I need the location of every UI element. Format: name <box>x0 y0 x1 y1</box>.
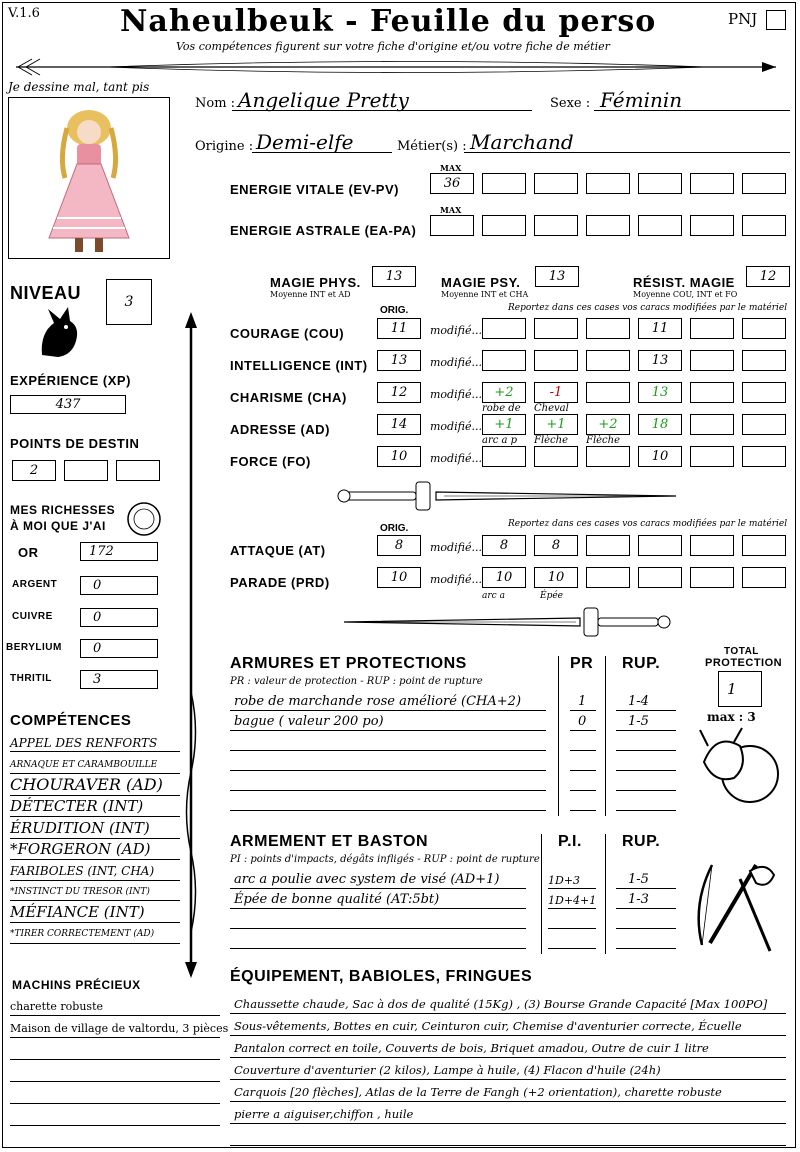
competence-line <box>10 751 180 752</box>
arme-pi-line <box>548 908 596 909</box>
sexe-value[interactable]: Féminin <box>600 88 683 112</box>
equipement-line <box>230 1123 786 1124</box>
stat-mod-box[interactable] <box>742 318 786 339</box>
ea-box-4[interactable] <box>586 215 630 236</box>
armure-rup-line <box>616 750 676 751</box>
page-title: Naheulbeuk - Feuille du perso <box>120 4 657 39</box>
combat-mod-box[interactable]: 10 <box>534 567 578 588</box>
competence-item[interactable]: CHOURAVER (AD) <box>10 775 163 794</box>
ev-label: ENERGIE VITALE (EV-PV) <box>230 182 399 197</box>
machin-line <box>10 1015 220 1016</box>
competence-item[interactable]: FARIBOLES (INT, CHA) <box>10 864 155 878</box>
spear-ornament <box>180 312 202 982</box>
combat-mod-box[interactable] <box>586 567 630 588</box>
weapons-icon <box>690 855 784 955</box>
machins-label: MACHINS PRÉCIEUX <box>12 978 141 992</box>
equipement-line-text[interactable]: Sous-vêtements, Bottes en cuir, Ceinturon cuir, Chemise d'aventurier correcte, Écuelle <box>234 1019 742 1033</box>
arme-line <box>230 908 526 909</box>
competence-line <box>10 900 180 901</box>
magie-phys-note: Moyenne INT et AD <box>270 290 351 299</box>
stat-mod-box[interactable]: 13 <box>638 350 682 371</box>
equipement-line-text[interactable]: Carquois [20 flèches], Atlas de la Terre de Fangh (+2 orientation), charette robuste <box>234 1085 722 1099</box>
ea-box-7[interactable] <box>742 215 786 236</box>
armure-line <box>230 810 546 811</box>
pnj-label: PNJ <box>728 10 758 28</box>
equipement-line-text[interactable]: pierre a aiguiser,chiffon , huile <box>234 1107 414 1121</box>
portrait-frame <box>8 97 170 259</box>
stat-mod-box[interactable] <box>534 350 578 371</box>
armure-line <box>230 790 546 791</box>
cuivre-value[interactable]: 0 <box>80 608 158 627</box>
combat-label: PARADE (PRD) <box>230 575 330 590</box>
armement-label: ARMEMENT ET BASTON <box>230 833 429 850</box>
richesses-label-2: À MOI QUE J'AI <box>10 519 106 533</box>
combat-mod-box[interactable] <box>742 535 786 556</box>
sexe-line <box>594 110 790 111</box>
stat-mod-box[interactable] <box>586 382 630 403</box>
stat-orig-box[interactable]: 10 <box>377 446 421 467</box>
armures-col-pr: PR <box>570 655 594 672</box>
armures-label: ARMURES ET PROTECTIONS <box>230 655 467 672</box>
arme-rup[interactable]: 1-3 <box>628 892 649 907</box>
argent-value[interactable]: 0 <box>80 576 158 595</box>
armure-rup-line <box>616 810 676 811</box>
armure-name[interactable]: robe de marchande rose amélioré (CHA+2) <box>234 694 522 709</box>
arme-pi[interactable]: 1D+4+1 <box>548 894 597 907</box>
armement-separator <box>605 834 606 954</box>
berylium-value[interactable]: 0 <box>80 639 158 658</box>
arme-line <box>230 948 526 949</box>
stat-mod-box[interactable] <box>742 446 786 467</box>
competence-line <box>10 838 180 839</box>
armure-line <box>230 710 546 711</box>
total-protection-max: max : 3 <box>707 710 756 724</box>
dragon-icon <box>36 305 82 361</box>
destin-box-3[interactable] <box>116 460 160 481</box>
sexe-label: Sexe : <box>550 96 591 111</box>
equipement-line-text[interactable]: Chaussette chaude, Sac à dos de qualité (15Kg) , (3) Bourse Grande Capacité [Max 100PO] <box>234 997 768 1011</box>
stat-modifie-label: modifié... <box>430 452 482 465</box>
machin-line <box>10 1059 220 1060</box>
combat-note: Reportez dans ces cases vos caracs modifiées par le matériel <box>508 519 788 529</box>
destin-box-1[interactable]: 2 <box>12 460 56 481</box>
stat-label: FORCE (FO) <box>230 454 311 469</box>
stat-mod-box[interactable]: +2 <box>482 382 526 403</box>
combat-mod-box[interactable] <box>638 535 682 556</box>
stat-mod-box[interactable] <box>534 318 578 339</box>
sword-ornament-1 <box>336 478 686 514</box>
resist-magie-value[interactable]: 12 <box>746 266 790 287</box>
armure-pr-line <box>570 730 596 731</box>
ev-box-6[interactable] <box>690 173 734 194</box>
stat-mod-box[interactable] <box>690 414 734 435</box>
ev-value-box[interactable]: 36 <box>430 173 474 194</box>
ea-box-5[interactable] <box>638 215 682 236</box>
stat-mod-box[interactable] <box>690 382 734 403</box>
header-arrow-ornament <box>6 54 794 80</box>
destin-box-2[interactable] <box>64 460 108 481</box>
pnj-checkbox[interactable] <box>766 10 786 30</box>
arme-name[interactable]: Épée de bonne qualité (AT:5bt) <box>234 892 440 907</box>
combat-mod-box[interactable] <box>690 535 734 556</box>
xp-value[interactable]: 437 <box>10 395 126 414</box>
stat-label: CHARISME (CHA) <box>230 390 347 405</box>
competence-item[interactable]: ÉRUDITION (INT) <box>10 819 150 837</box>
machin-line <box>10 1037 220 1038</box>
ev-box-7[interactable] <box>742 173 786 194</box>
total-protection-label-2: PROTECTION <box>705 657 783 669</box>
stat-mod-box[interactable]: 13 <box>638 382 682 403</box>
arme-rup[interactable]: 1-5 <box>628 872 649 887</box>
armure-rup-line <box>616 790 676 791</box>
competence-line <box>10 773 180 774</box>
niveau-label: NIVEAU <box>10 283 82 303</box>
richesses-label-1: MES RICHESSES <box>10 503 116 517</box>
machin-line <box>10 1103 220 1104</box>
stat-label: ADRESSE (AD) <box>230 422 330 437</box>
armement-col-rup: RUP. <box>622 833 661 850</box>
stat-mod-source: Flèche <box>534 435 569 446</box>
stat-mod-source: Flèche <box>586 435 621 446</box>
stat-mod-box[interactable] <box>482 350 526 371</box>
stat-modifie-label: modifié... <box>430 324 482 337</box>
stat-mod-box[interactable]: 10 <box>638 446 682 467</box>
stat-mod-box[interactable] <box>586 446 630 467</box>
arme-rup-line <box>616 928 676 929</box>
competence-line <box>10 795 180 796</box>
competence-item[interactable]: *FORGERON (AD) <box>10 840 151 858</box>
stat-mod-box[interactable] <box>690 350 734 371</box>
character-portrait-illustration <box>9 98 169 258</box>
combat-orig-box[interactable]: 8 <box>377 535 421 556</box>
stat-mod-source: Cheval <box>534 403 569 414</box>
stat-mod-box[interactable]: -1 <box>534 382 578 403</box>
stat-mod-box[interactable] <box>586 350 630 371</box>
armure-pr[interactable]: 0 <box>578 714 587 729</box>
stat-mod-box[interactable]: +1 <box>482 414 526 435</box>
combat-under-1: arc a <box>482 591 505 601</box>
equipement-line <box>230 1101 786 1102</box>
competence-line <box>10 922 180 923</box>
arme-line <box>230 928 526 929</box>
nom-label: Nom : <box>195 96 236 111</box>
stat-orig-box[interactable]: 13 <box>377 350 421 371</box>
armure-rup-line <box>616 770 676 771</box>
page-subtitle: Vos compétences figurent sur votre fiche d'origine et/ou votre fiche de métier <box>176 40 610 53</box>
combat-mod-box[interactable] <box>638 567 682 588</box>
armures-note: PR : valeur de protection - RUP : point de rupture <box>230 676 483 687</box>
armure-pr-line <box>570 710 596 711</box>
stat-mod-box[interactable] <box>482 318 526 339</box>
equipement-line <box>230 1145 786 1146</box>
competence-item[interactable]: APPEL DES RENFORTS <box>10 736 158 750</box>
armement-col-pi: P.I. <box>558 833 582 850</box>
resist-magie-note: Moyenne COU, INT et FO <box>633 290 738 299</box>
portrait-caption: Je dessine mal, tant pis <box>8 80 150 94</box>
metier-label: Métier(s) : <box>397 139 467 154</box>
stat-mod-box[interactable] <box>586 318 630 339</box>
ea-max-label: MAX <box>440 205 462 215</box>
competence-line <box>10 880 180 881</box>
stat-orig-box[interactable]: 11 <box>377 318 421 339</box>
arme-pi-line <box>548 888 596 889</box>
magie-psy-value[interactable]: 13 <box>535 266 579 287</box>
equipement-line <box>230 1079 786 1080</box>
equipement-line <box>230 1035 786 1036</box>
cuivre-label: CUIVRE <box>12 611 53 622</box>
metier-line <box>464 152 790 153</box>
machin-line <box>10 1081 220 1082</box>
arme-rup-line <box>616 948 676 949</box>
competence-item[interactable]: ARNAQUE ET CARAMBOUILLE <box>10 760 158 770</box>
magie-psy-note: Moyenne INT et CHA <box>441 290 529 299</box>
ev-box-5[interactable] <box>638 173 682 194</box>
equipement-label: ÉQUIPEMENT, BABIOLES, FRINGUES <box>230 968 533 985</box>
stat-mod-box[interactable] <box>534 446 578 467</box>
version-label: V.1.6 <box>8 6 40 21</box>
combat-orig-box[interactable]: 10 <box>377 567 421 588</box>
combat-under-2: Épée <box>540 591 563 601</box>
combat-mod-box[interactable] <box>690 567 734 588</box>
ea-box-3[interactable] <box>534 215 578 236</box>
stat-mod-source: robe de <box>482 403 521 414</box>
combat-orig-label: ORIG. <box>380 523 409 534</box>
armure-rup-line <box>616 730 676 731</box>
ea-box-2[interactable] <box>482 215 526 236</box>
berylium-label: BERYLIUM <box>6 642 62 653</box>
sword-ornament-2 <box>340 604 680 640</box>
magie-phys-label: MAGIE PHYS. <box>270 275 361 290</box>
armement-note: PI : points d'impacts, dégâts infligés - RUP : point de rupture <box>230 854 540 865</box>
arme-pi[interactable]: 1D+3 <box>548 874 581 887</box>
competence-line <box>10 816 180 817</box>
ev-max-label: MAX <box>440 163 462 173</box>
armures-separator <box>605 656 606 816</box>
equipement-line-text[interactable]: Couverture d'aventurier (2 kilos), Lampe à huile, (4) Flacon d'huile (24h) <box>234 1063 661 1077</box>
arme-pi-line <box>548 928 596 929</box>
ev-box-4[interactable] <box>586 173 630 194</box>
machin-line <box>10 1125 220 1126</box>
origine-value[interactable]: Demi-elfe <box>256 130 354 154</box>
metier-value[interactable]: Marchand <box>470 130 574 154</box>
stat-label: INTELLIGENCE (INT) <box>230 358 368 373</box>
combat-mod-box[interactable] <box>586 535 630 556</box>
ev-box-3[interactable] <box>534 173 578 194</box>
equipement-line <box>230 1057 786 1058</box>
combat-mod-box[interactable] <box>742 567 786 588</box>
ev-box-2[interactable] <box>482 173 526 194</box>
armure-pr-line <box>570 790 596 791</box>
armure-pr[interactable]: 1 <box>578 694 587 709</box>
armure-line <box>230 730 546 731</box>
combat-label: ATTAQUE (AT) <box>230 543 326 558</box>
armure-line <box>230 750 546 751</box>
argent-label: ARGENT <box>12 579 58 590</box>
total-protection-label-1: TOTAL <box>724 646 759 657</box>
stat-mod-box[interactable]: +2 <box>586 414 630 435</box>
total-protection-value[interactable]: 1 <box>718 671 762 707</box>
combat-mod-box[interactable]: 10 <box>482 567 526 588</box>
armure-pr-line <box>570 810 596 811</box>
stat-mod-box[interactable] <box>482 446 526 467</box>
armures-separator <box>558 656 559 816</box>
stat-modifie-label: modifié... <box>430 420 482 433</box>
stat-mod-box[interactable]: 18 <box>638 414 682 435</box>
armure-line <box>230 770 546 771</box>
arme-pi-line <box>548 948 596 949</box>
competence-item[interactable]: DÉTECTER (INT) <box>10 797 144 815</box>
armure-pr-line <box>570 750 596 751</box>
competence-item[interactable]: *INSTINCT DU TRESOR (INT) <box>10 887 150 897</box>
combat-mod-box[interactable]: 8 <box>482 535 526 556</box>
nom-value[interactable]: Angelique Pretty <box>238 88 409 112</box>
nom-line <box>232 110 532 111</box>
equipement-line-text[interactable]: Pantalon correct en toile, Couverts de bois, Briquet amadou, Outre de cuir 1 litre <box>234 1041 709 1055</box>
stat-mod-box[interactable] <box>690 446 734 467</box>
stats-orig-label: ORIG. <box>380 305 409 316</box>
competence-line <box>10 943 180 944</box>
equipement-line <box>230 1013 786 1014</box>
thritil-value[interactable]: 3 <box>80 670 158 689</box>
ea-label: ENERGIE ASTRALE (EA-PA) <box>230 223 417 238</box>
or-label: OR <box>18 545 39 560</box>
armement-separator <box>541 834 542 954</box>
stat-mod-box[interactable] <box>690 318 734 339</box>
origine-label: Origine : <box>195 139 254 154</box>
ea-box-6[interactable] <box>690 215 734 236</box>
competence-item[interactable]: MÉFIANCE (INT) <box>10 903 145 921</box>
arme-name[interactable]: arc a poulie avec system de visé (AD+1) <box>234 872 500 887</box>
thritil-label: THRITIL <box>10 673 52 684</box>
armure-rup[interactable]: 1-5 <box>628 714 649 729</box>
combat-modifie-label: modifié... <box>430 573 482 586</box>
origine-line <box>252 152 392 153</box>
combat-mod-box[interactable]: 8 <box>534 535 578 556</box>
stats-note: Reportez dans ces cases vos caracs modifiées par le matériel <box>508 303 788 313</box>
stat-mod-source: arc a p <box>482 435 518 446</box>
armure-name[interactable]: bague ( valeur 200 po) <box>234 714 384 729</box>
xp-label: EXPÉRIENCE (XP) <box>10 373 131 388</box>
or-value[interactable]: 172 <box>80 542 158 561</box>
stat-orig-box[interactable]: 12 <box>377 382 421 403</box>
stat-mod-box[interactable]: 11 <box>638 318 682 339</box>
machin-item[interactable]: Maison de village de valtordu, 3 pièces <box>10 1022 229 1035</box>
stat-mod-box[interactable] <box>742 350 786 371</box>
armure-rup[interactable]: 1-4 <box>628 694 649 709</box>
niveau-value[interactable]: 3 <box>106 279 152 325</box>
helmet-shield-icon <box>694 722 784 810</box>
magie-phys-value[interactable]: 13 <box>372 266 416 287</box>
machin-item[interactable]: charette robuste <box>10 1000 104 1013</box>
armure-rup-line <box>616 710 676 711</box>
stat-mod-box[interactable] <box>742 382 786 403</box>
stat-mod-box[interactable] <box>742 414 786 435</box>
armures-col-rup: RUP. <box>622 655 661 672</box>
armure-pr-line <box>570 770 596 771</box>
magie-psy-label: MAGIE PSY. <box>441 275 521 290</box>
stat-label: COURAGE (COU) <box>230 326 345 341</box>
resist-magie-label: RÉSIST. MAGIE <box>633 275 735 290</box>
competences-label: COMPÉTENCES <box>10 712 132 729</box>
stat-mod-box[interactable]: +1 <box>534 414 578 435</box>
arme-line <box>230 888 526 889</box>
competence-item[interactable]: *TIRER CORRECTEMENT (AD) <box>10 929 155 939</box>
stat-modifie-label: modifié... <box>430 356 482 369</box>
coin-icon <box>126 501 162 537</box>
stat-orig-box[interactable]: 14 <box>377 414 421 435</box>
ea-value-box[interactable] <box>430 215 474 236</box>
arme-rup-line <box>616 908 676 909</box>
destin-label: POINTS DE DESTIN <box>10 436 140 451</box>
stat-modifie-label: modifié... <box>430 388 482 401</box>
arme-rup-line <box>616 888 676 889</box>
competence-line <box>10 859 180 860</box>
combat-modifie-label: modifié... <box>430 541 482 554</box>
